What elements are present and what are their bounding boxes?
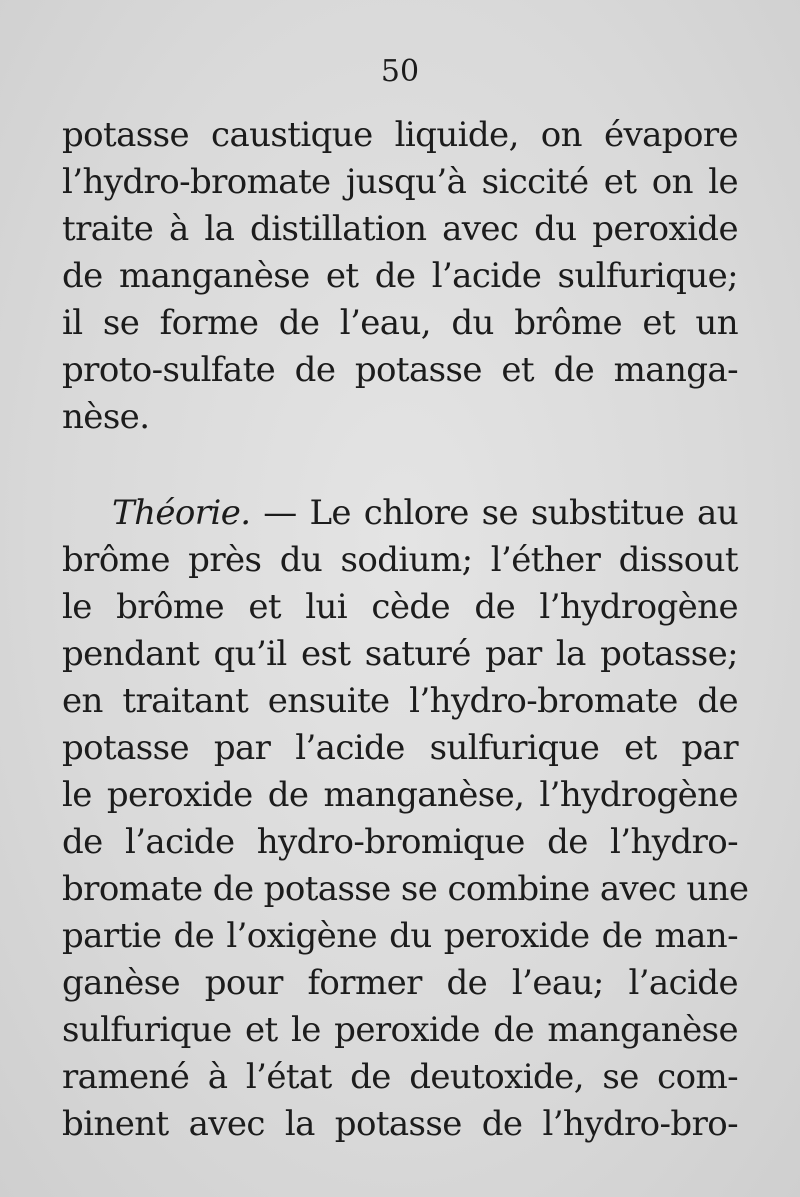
text-line: nèse. [62, 397, 150, 437]
text-line: bromate de potasse se combine avec une [62, 869, 749, 909]
page-number: 50 [380, 54, 420, 89]
text-line: proto-sulfate de potasse et de manga- [62, 350, 738, 390]
text-line: brôme près du sodium; l’éther dissout [62, 540, 738, 580]
text-line: partie de l’oxigène du peroxide de man- [62, 916, 738, 956]
text-line: traite à la distillation avec du peroxide [62, 209, 738, 249]
text-line: ganèse pour former de l’eau; l’acide [62, 963, 738, 1003]
text-line: le peroxide de manganèse, l’hydrogène [62, 775, 738, 815]
text-line: de manganèse et de l’acide sulfurique; [62, 256, 738, 296]
text-line: potasse caustique liquide, on évapore [62, 115, 738, 155]
text-line: ramené à l’état de deutoxide, se com- [62, 1057, 738, 1097]
paragraph-lead-line [112, 490, 738, 536]
lead-text: — Le chlore se substitue au [250, 493, 738, 533]
text-line: l’hydro-bromate jusqu’à siccité et on le [62, 162, 738, 202]
text-line: pendant qu’il est saturé par la potasse; [62, 634, 738, 674]
text-line: de l’acide hydro-bromique de l’hydro- [62, 822, 738, 862]
text-line: en traitant ensuite l’hydro-bromate de [62, 681, 738, 721]
text-line: le brôme et lui cède de l’hydrogène [62, 587, 738, 627]
text-line: potasse par l’acide sulfurique et par [62, 728, 738, 768]
text-line: binent avec la potasse de l’hydro-bro- [62, 1104, 738, 1144]
text-line: sulfurique et le peroxide de manganèse [62, 1010, 738, 1050]
text-line: il se forme de l’eau, du brôme et un [62, 303, 738, 343]
section-heading: Théorie. [112, 493, 251, 533]
